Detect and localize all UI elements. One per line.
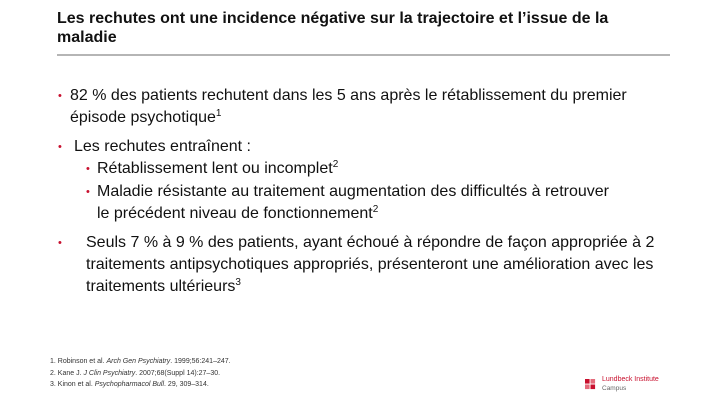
references-list <box>50 356 231 391</box>
bullet-treatment-response <box>86 232 658 298</box>
lundbeck-logo-icon <box>585 379 596 390</box>
sub-bullet-treatment-resistance <box>97 181 617 225</box>
bullet-dot: • <box>58 141 62 153</box>
bullet-dot: • <box>58 237 62 249</box>
sub-bullet-slow-recovery <box>97 158 667 180</box>
bullet-relapse-rate-text: 82 % des patients rechutent dans les 5 ans après le rétablissement du premier épisode psychotique <box>70 87 627 126</box>
reference-item: 2. Kane J. J Clin Psychiatry. 2007;68(Suppl 14):27–30. <box>50 369 221 377</box>
logo-name: Lundbeck Institute <box>602 376 659 383</box>
sub-bullet-dot: • <box>86 186 90 198</box>
reference-marker: 2 <box>332 159 339 170</box>
reference-item: 1. Robinson et al. Arch Gen Psychiatry. 1999;56:241–247. <box>50 358 231 365</box>
sub-bullet-slow-recovery-text: Rétablissement lent ou incomplet <box>97 160 333 177</box>
reference-marker: 2 <box>372 204 379 215</box>
title-divider <box>57 54 670 56</box>
reference-marker: 1 <box>215 108 222 119</box>
bullet-relapse-consequences: Les rechutes entraînent : <box>74 138 251 155</box>
bullet-dot: • <box>58 90 62 102</box>
reference-marker: 3 <box>235 277 241 288</box>
sub-bullet-treatment-resistance-text: Maladie résistante au traitement augmentation des difficultés à retrouver le précédent niveau de fonctionnement <box>97 183 609 222</box>
sub-bullet-dot: • <box>86 163 90 175</box>
reference-item: 3. Kinon et al. Psychopharmacol Bull. 29, 309–314. <box>50 381 209 388</box>
slide-title: Les rechutes ont une incidence négative sur la trajectoire et l’issue de la maladie <box>57 10 609 46</box>
bullet-relapse-rate <box>70 85 670 129</box>
lundbeck-logo <box>585 375 665 397</box>
logo-subtitle: Campus <box>602 385 627 392</box>
bullet-treatment-response-text: Seuls 7 % à 9 % des patients, ayant échoué à répondre de façon appropriée à 2 traitements antipsychotiques appropriés, présenteront une amélioration avec les traitements ultérieurs <box>86 234 655 295</box>
